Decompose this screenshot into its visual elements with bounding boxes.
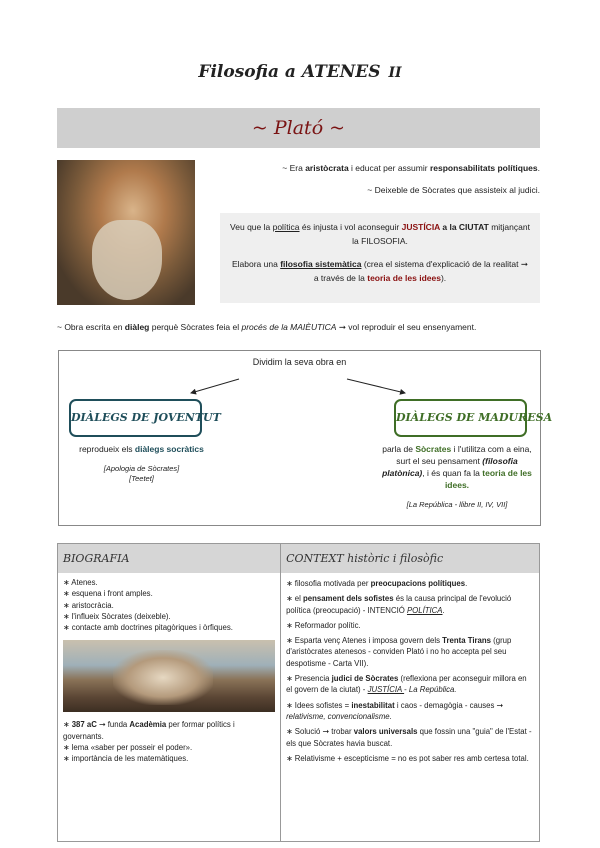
text-segment: ∗ esquena i front amples. [63,589,153,599]
text-segment: Veu que la [230,222,273,232]
ref: [Teetet] [129,474,154,484]
maduresa-column [377,444,537,510]
text-segment: JUSTÍCIA [367,685,405,695]
text-segment: ∗ [63,720,72,730]
list-item [281,726,539,749]
title-part: II [388,65,402,81]
title-main: Filosofia a ATENES [198,62,381,82]
text-segment: ∗ Presencia [286,674,332,684]
text-segment: perquè Sòcrates feia el [149,322,242,332]
text-segment: ~ Obra escrita en [57,322,125,332]
list-item [281,635,539,669]
text-segment: a la CIUTAT [440,222,489,232]
list-item [58,753,280,764]
text-segment: 387 aC [71,720,97,730]
text-segment: , i és quan fa la [422,467,483,478]
highlight-paragraph [230,257,530,286]
text-segment: JUSTÍCIA [401,222,441,232]
text-segment: ∗ contacte amb doctrines pitagòriques i òrfiques. [63,623,233,633]
text-segment: preocupacions polítiques [370,579,466,588]
text-segment: ∗ Esparta venç Atenes i imposa govern dels [286,636,443,646]
text-segment: pensament dels sofistes [303,594,394,604]
joventut-desc [59,444,224,456]
text-segment: i l'utilitza com a eina, surt el seu pensament [396,444,532,466]
text-segment: ∗ importància de les matemàtiques. [63,754,189,764]
text-segment: diàlegs socràtics [134,444,204,454]
list-item [58,611,280,622]
joventut-refs [59,464,224,485]
text-segment: teoria de les idees. [444,467,532,490]
text-segment: ∗ filosofia motivada per [286,579,371,588]
list-item [58,577,280,588]
text-segment: parla de [382,444,416,454]
list-item [58,622,280,633]
text-segment: ➞ vol reproduir el seu ensenyament. [336,322,477,332]
page-title [0,62,600,82]
text-segment: Acadèmia [129,720,167,730]
text-segment: responsabilitats polítiques [429,163,538,173]
list-item [58,600,280,611]
text-segment: . [465,579,468,588]
text-segment: ∗ lema «saber per posseir el poder». [63,743,193,753]
list-item [281,578,539,589]
intro-line [282,163,540,173]
text-segment: ∗ Solució ➞ trobar [286,727,354,737]
text-segment: judici de Sòcrates [331,674,399,684]
list-item [281,620,539,631]
list-item [281,753,539,764]
text-segment: ~ Deixeble de Sòcrates que assisteix al judici. [367,185,540,195]
text-segment: inestabilitat [351,700,395,710]
text-segment: La República. [408,685,457,695]
text-segment: POLÍTICA [406,605,443,615]
text-segment: . [442,605,445,615]
highlight-paragraph [230,220,530,249]
context-heading: CONTEXT històric i filosòfic [281,544,539,573]
text-segment: aristòcrata [305,163,349,173]
text-segment: ). [440,273,447,284]
text-segment: Trenta Tirans [442,636,491,646]
text-segment: ∗ aristocràcia. [63,600,114,610]
text-segment: política [272,222,300,232]
text-segment: ∗ Idees sofistes = [286,700,352,710]
text-segment: ∗ Reformador polític. [286,620,361,630]
list-item [281,593,539,616]
biografia-heading: BIOGRAFIA [58,544,280,573]
text-segment: és injusta i vol aconseguir [299,222,402,232]
box-dialegs-joventut: DIÀLEGS DE JOVENTUT [69,399,202,437]
text-segment: ∗ l'influeix Sòcrates (deixeble). [63,611,171,621]
list-item [281,700,539,723]
obra-line [57,322,547,333]
works-diagram [58,350,553,526]
text-segment: mitjançant la FILOSOFIA. [352,222,530,247]
text-segment: valors universals [353,727,418,737]
text-segment: i caos - demagògia - causes ➞ [394,700,504,710]
text-segment: per formar polítics i governants. [63,720,235,741]
text-segment: (crea el sistema d'explicació de la realitat ➞ a través de la [313,258,528,284]
text-segment: relativisme, convencionalisme. [286,711,392,721]
list-item [58,719,280,742]
section-banner: ~ Plató ~ [57,108,540,148]
text-segment: ~ Era [282,163,306,173]
text-segment: ➞ funda [96,720,130,730]
diagram-title: Dividim la seva obra en [252,357,347,367]
text-segment: diàleg [124,322,150,332]
text-segment: - [404,685,409,695]
context-column [281,544,539,841]
list-item [58,588,280,599]
joventut-column [59,444,224,485]
info-table [57,543,540,842]
ref: [Apologia de Sòcrates] [103,463,180,473]
text-segment: i educat per assumir [348,163,430,173]
text-segment: procés de la MAIÈUTICA [241,322,337,332]
text-segment: . [537,163,540,173]
school-painting-image [63,640,275,712]
maduresa-refs: [La República - llibre II, IV, VII] [406,499,508,509]
plato-portrait-image [57,160,195,305]
text-segment: filosofia sistemàtica [280,258,362,269]
arrow-right [347,379,405,393]
text-segment: Sòcrates [415,444,452,454]
text-segment: (reflexiona per aconseguir millora en el govern de la ciutat) - [286,674,527,695]
text-segment: ∗ el [286,594,304,604]
text-segment: Elabora una [231,258,281,269]
text-segment: ∗ Relativisme + escepticisme = no es pot saber res amb certesa total. [286,753,529,763]
arrow-left [191,379,239,393]
text-segment: és la causa principal de l'evolució política (preocupació) - INTENCIÓ [286,594,512,615]
intro-line [367,185,540,195]
text-segment: reprodueix els [79,444,135,454]
maduresa-desc [377,444,537,492]
text-segment: teoria de les idees [367,273,441,284]
text-segment: que fossin una "guia" de l'Estat - els que Sòcrates havia buscat. [286,727,532,748]
text-segment: ∗ Atenes. [63,578,98,587]
text-segment: (grup d'aristòcrates atenesos - conviden Plató i no ho accepta pel seu despotisme - Carta VII). [286,636,512,668]
highlight-box [220,213,540,303]
box-dialegs-maduresa: DIÀLEGS DE MADURESA [394,399,527,437]
list-item [58,742,280,753]
text-segment: (filosofia platònica) [382,455,518,478]
list-item [281,673,539,696]
biografia-column [58,544,281,841]
